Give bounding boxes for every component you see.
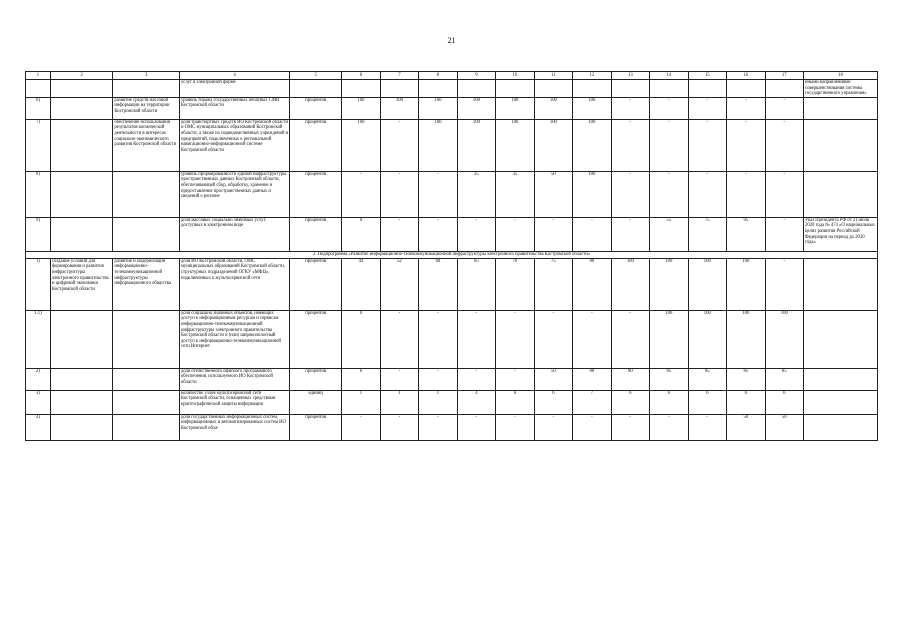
table-row (26, 119, 878, 171)
note-cell: иными направлениями совершенствования системы государственного управления» (804, 80, 878, 98)
value-cell: 6 (688, 390, 726, 414)
value-cell: - (457, 217, 495, 251)
header-cell: 6 (342, 72, 380, 80)
value-cell: - (419, 171, 457, 217)
indicators-table (25, 71, 878, 441)
value-cell: - (342, 414, 380, 440)
value-cell: - (419, 414, 457, 440)
note-cell (804, 97, 878, 119)
value-cell: 0 (342, 217, 380, 251)
table-row (26, 171, 878, 217)
task-cell (113, 217, 180, 251)
value-cell: - (727, 171, 765, 217)
value-cell: 100 (765, 310, 803, 368)
table-row (26, 414, 878, 440)
indicator-cell: уровень сформированности единой инфраструктуры пространственных данных Костромской области, обеспечивающей сбор, обработку, хранение и предоставление пространственных данных и сведений о регионе (179, 171, 289, 217)
header-cell: 10 (496, 72, 534, 80)
value-cell: - (765, 97, 803, 119)
value-cell: - (496, 310, 534, 368)
value-cell: 75 (688, 217, 726, 251)
value-cell: 100 (727, 258, 765, 310)
value-cell: - (380, 217, 418, 251)
note-cell: Указ Президента РФ от 21 июля 2020 года № 474 «О национальных целях развития Российской Федерации на период до 2030 года» (804, 217, 878, 251)
value-cell: - (380, 414, 418, 440)
value-cell: 6 (765, 390, 803, 414)
value-cell: 100 (650, 258, 688, 310)
unit-cell (290, 80, 342, 98)
header-cell: 14 (650, 72, 688, 80)
header-cell: 1 (26, 72, 51, 80)
unit-cell: процентов (290, 310, 342, 368)
value-cell (611, 80, 649, 98)
indicator-cell: доля транспортных средств ИО Костромской области и ОМС муниципальных образований Костромской области, а также их подведомственных учреждений и предприятий, подключенных к региональной навигационно-информационной системе Костромской области (179, 119, 289, 171)
header-cell: 2 (50, 72, 112, 80)
value-cell: - (765, 119, 803, 171)
indicator-cell: количество узлов мультисервисной сети Костромской области, оснащенных средствами криптографической защиты информации (179, 390, 289, 414)
value-cell: - (457, 414, 495, 440)
value-cell: 55 (650, 217, 688, 251)
value-cell: 100 (650, 310, 688, 368)
unit-cell: единиц (290, 390, 342, 414)
value-cell: - (457, 368, 495, 390)
value-cell: 100 (611, 258, 649, 310)
indicator-cell: уровень тиража государственных печатных СМИ Костромской области (179, 97, 289, 119)
value-cell: 50 (765, 414, 803, 440)
task-cell (113, 80, 180, 98)
value-cell: - (688, 171, 726, 217)
value-cell: 35 (457, 171, 495, 217)
value-cell (534, 80, 572, 98)
value-cell: - (611, 310, 649, 368)
row-number: 4) (26, 414, 51, 440)
goal-cell (50, 310, 112, 368)
row-number: 8) (26, 171, 51, 217)
header-cell: 16 (727, 72, 765, 80)
indicator-cell: доля массовых социально значимых услуг, доступных в электронном виде (179, 217, 289, 251)
value-cell: 65 (457, 258, 495, 310)
task-cell: развитие средств массовой информации на территории Костромской области (113, 97, 180, 119)
section-row (26, 251, 878, 258)
unit-cell: процентов (290, 171, 342, 217)
unit-cell: процентов (290, 368, 342, 390)
header-cell: 18 (804, 72, 878, 80)
header-cell: 9 (457, 72, 495, 80)
task-cell (113, 390, 180, 414)
value-cell: - (342, 171, 380, 217)
value-cell: 6 (727, 390, 765, 414)
value-cell: - (380, 171, 418, 217)
table-row (26, 217, 878, 251)
goal-cell (50, 97, 112, 119)
row-number: 3) (26, 390, 51, 414)
value-cell: 95 (727, 217, 765, 251)
value-cell (650, 80, 688, 98)
value-cell: 100 (342, 97, 380, 119)
value-cell: - (688, 119, 726, 171)
header-cell: 11 (534, 72, 572, 80)
value-cell: 85 (650, 368, 688, 390)
header-cell: 8 (419, 72, 457, 80)
value-cell: 100 (573, 171, 611, 217)
value-cell: 50 (727, 414, 765, 440)
header-cell: 3 (113, 72, 180, 80)
note-cell (804, 390, 878, 414)
value-cell: 80 (573, 368, 611, 390)
value-cell: 100 (457, 97, 495, 119)
note-cell (804, 368, 878, 390)
value-cell: - (496, 217, 534, 251)
row-number: 9) (26, 217, 51, 251)
goal-cell (50, 390, 112, 414)
row-number: 2) (26, 368, 51, 390)
value-cell: 6 (611, 390, 649, 414)
header-cell: 7 (380, 72, 418, 80)
note-cell (804, 414, 878, 440)
value-cell: - (534, 414, 572, 440)
value-cell: - (650, 119, 688, 171)
table-row (26, 97, 878, 119)
value-cell: - (380, 368, 418, 390)
value-cell: 100 (419, 97, 457, 119)
table-row (26, 258, 878, 310)
note-cell (804, 171, 878, 217)
value-cell (380, 80, 418, 98)
value-cell: 50 (534, 368, 572, 390)
value-cell: 80 (611, 368, 649, 390)
value-cell: - (419, 217, 457, 251)
row-number: 1) (26, 258, 51, 310)
value-cell: 100 (534, 119, 572, 171)
value-cell: 100 (457, 119, 495, 171)
unit-cell: процентов (290, 97, 342, 119)
task-cell: развитие и модернизация информационно-телекоммуникационной инфраструктуры информационного общества (113, 258, 180, 310)
value-cell (457, 80, 495, 98)
value-cell: 75 (534, 258, 572, 310)
unit-cell: процентов (290, 414, 342, 440)
value-cell (342, 80, 380, 98)
value-cell: 6 (342, 368, 380, 390)
task-cell (113, 171, 180, 217)
value-cell: 100 (419, 119, 457, 171)
value-cell: - (611, 97, 649, 119)
unit-cell: процентов (290, 217, 342, 251)
row-number: 6) (26, 97, 51, 119)
value-cell: 100 (573, 119, 611, 171)
value-cell: 6 (534, 390, 572, 414)
note-cell (804, 310, 878, 368)
value-cell: 44 (342, 258, 380, 310)
value-cell: - (650, 97, 688, 119)
value-cell (496, 80, 534, 98)
value-cell: 100 (727, 310, 765, 368)
value-cell: - (534, 217, 572, 251)
indicator-cell: доля социально значимых объектов, имеющих доступ к информационным ресурсам и сервисам информационно-телекоммуникационной инфраструктуры электронного правительства Костромской области и (или) широкополосный доступ к информационно-телекоммуникационной сети Интернет (179, 310, 289, 368)
task-cell (113, 414, 180, 440)
page-number: 21 (447, 36, 456, 45)
value-cell: - (727, 119, 765, 171)
header-cell: 13 (611, 72, 649, 80)
value-cell: - (688, 97, 726, 119)
value-cell: - (650, 414, 688, 440)
value-cell: - (765, 171, 803, 217)
value-cell: 35 (496, 171, 534, 217)
value-cell: - (611, 217, 649, 251)
value-cell: - (419, 310, 457, 368)
indicator-cell: доля ИО Костромской области, ОМС муниципальных образований Костромской области, структурных подразделений ОГКУ «МФЦ», подключенных к мультисервисной сети (179, 258, 289, 310)
task-cell (113, 310, 180, 368)
value-cell: - (573, 414, 611, 440)
row-number: 1.1) (26, 310, 51, 368)
value-cell: - (765, 217, 803, 251)
value-cell: - (380, 310, 418, 368)
value-cell: - (688, 414, 726, 440)
value-cell: 60 (419, 258, 457, 310)
value-cell: 1 (380, 390, 418, 414)
value-cell: 7 (573, 390, 611, 414)
value-cell: 70 (496, 258, 534, 310)
goal-cell (50, 368, 112, 390)
value-cell: - (611, 119, 649, 171)
value-cell: 85 (727, 368, 765, 390)
goal-cell (50, 171, 112, 217)
value-cell: 80 (573, 258, 611, 310)
goal-cell (50, 217, 112, 251)
value-cell (727, 80, 765, 98)
value-cell (688, 80, 726, 98)
header-cell: 15 (688, 72, 726, 80)
value-cell: 100 (496, 97, 534, 119)
value-cell: 100 (688, 258, 726, 310)
note-cell (804, 119, 878, 171)
header-row (26, 72, 878, 80)
table-row (26, 80, 878, 98)
value-cell: 85 (765, 368, 803, 390)
value-cell: - (611, 414, 649, 440)
value-cell: 100 (688, 310, 726, 368)
value-cell (573, 80, 611, 98)
value-cell: - (573, 310, 611, 368)
value-cell: 52 (380, 258, 418, 310)
value-cell: - (380, 119, 418, 171)
value-cell: - (496, 414, 534, 440)
value-cell: - (727, 97, 765, 119)
goal-cell: создание условий для формирования и развития инфраструктуры электронного правительства и цифровой экономики Костромской области (50, 258, 112, 310)
value-cell: - (534, 310, 572, 368)
value-cell: 85 (688, 368, 726, 390)
value-cell: - (765, 258, 803, 310)
goal-cell (50, 119, 112, 171)
value-cell: - (611, 171, 649, 217)
value-cell: 50 (534, 171, 572, 217)
value-cell: 1 (419, 390, 457, 414)
indicator-cell: услуг в электронной форме (179, 80, 289, 98)
header-cell: 17 (765, 72, 803, 80)
value-cell: - (419, 368, 457, 390)
value-cell: 100 (496, 119, 534, 171)
value-cell: 100 (380, 97, 418, 119)
header-cell: 4 (179, 72, 289, 80)
task-cell (113, 368, 180, 390)
value-cell: - (573, 217, 611, 251)
table-row (26, 368, 878, 390)
section-title: 2. Подпрограмма «Развитие информационно-телекоммуникационной инфраструктуры электронного правительства Костромской области» (26, 251, 878, 258)
goal-cell (50, 80, 112, 98)
row-number: 7) (26, 119, 51, 171)
value-cell: - (650, 171, 688, 217)
value-cell: 1 (342, 390, 380, 414)
value-cell: - (457, 310, 495, 368)
header-cell: 5 (290, 72, 342, 80)
value-cell: 6 (650, 390, 688, 414)
value-cell: 6 (496, 390, 534, 414)
value-cell: - (496, 368, 534, 390)
table-row (26, 310, 878, 368)
value-cell (765, 80, 803, 98)
row-number (26, 80, 51, 98)
value-cell: 0 (342, 310, 380, 368)
goal-cell (50, 414, 112, 440)
note-cell (804, 258, 878, 310)
table-row (26, 390, 878, 414)
value-cell (419, 80, 457, 98)
unit-cell: процентов (290, 258, 342, 310)
indicator-cell: доля отечественного офисного программного обеспечения, используемого ИО Костромской области (179, 368, 289, 390)
value-cell: 100 (534, 97, 572, 119)
task-cell: обеспечение использования результатов космической деятельности в интересах социально-экономического развития Костромской области (113, 119, 180, 171)
value-cell: 4 (457, 390, 495, 414)
header-cell: 12 (573, 72, 611, 80)
indicator-cell: доля государственных информационных систем, информационных и автоматизированных систем ИО Костромской обла- (179, 414, 289, 440)
value-cell: 100 (573, 97, 611, 119)
unit-cell: процентов (290, 119, 342, 171)
value-cell: 100 (342, 119, 380, 171)
